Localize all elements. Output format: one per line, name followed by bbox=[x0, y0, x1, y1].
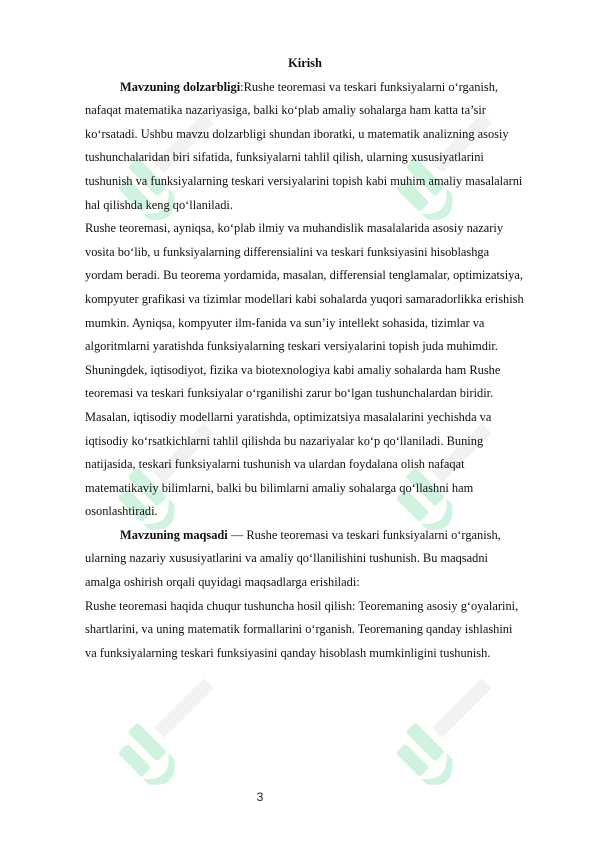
body-paragraph-2: Rushe teoremasi, ayniqsa, ko‘plab ilmiy va muhandislik masalalarida asosiy nazariy vosita bo‘lib, u funksiyalarning differensialini va teskari funksiyasini hisoblashga yordam beradi. Bu teorema yordamida, masalan, differensial tenglamalar, optimizatsiya, kompyuter grafikasi va tizimlar modellari kabi sohalarda yuqori samaradorlikka erishish mumkin. Ayniqsa, kompyuter ilm-fanida va sun’iy intellekt sohasida, tizimlar va algoritmlarni yaratishda funksiyalarning teskari versiyalarini topish juda muhimdir. bbox=[85, 221, 524, 354]
watermark-logo-icon bbox=[92, 650, 242, 800]
watermark-logo-icon bbox=[370, 650, 520, 800]
document-body bbox=[85, 52, 525, 665]
page-title: Kirish bbox=[288, 56, 322, 70]
goal-paragraph bbox=[85, 524, 525, 595]
page-number: 3 bbox=[256, 790, 264, 804]
goal-separator: — bbox=[227, 527, 247, 542]
relevance-paragraph bbox=[85, 76, 525, 218]
relevance-separator: : bbox=[240, 79, 244, 94]
goal-heading: Mavzuning maqsadi bbox=[120, 527, 228, 542]
body-paragraph-5: Rushe teoremasi haqida chuqur tushuncha hosil qilish: Teoremaning asosiy g‘oyalarini, shartlarini, va uning matematik formallarini o‘rganish. Teoremaning qanday ishlashini va funksiyalarning teskari funksiyasini qanday hisoblash mumkinligini tushunish. bbox=[85, 598, 519, 660]
relevance-text: Rushe teoremasi va teskari funksiyalarni o‘rganish, nafaqat matematika nazariyasiga, balki ko‘plab amaliy sohalarga ham katta ta’sir ko‘rsatadi. Ushbu mavzu dolzarbligi shundan iboratki, u matematik analizning asosiy tushunchalaridan biri sifatida, funksiyalarni tahlil qilish, ularning xususiyatlarini tushunish va funksiyalarning teskari versiyalarini topish kabi muhim amaliy masalalarni hal qilishda keng qo‘llaniladi. bbox=[85, 79, 523, 212]
goal-text: Rushe teoremasi va teskari funksiyalarni o‘rganish, ularning nazariy xususiyatlarini va amaliy qo‘llanilishini tushunish. Bu maqsadni amalga oshirish orqali quyidagi maqsadlarga erishiladi: bbox=[85, 527, 501, 590]
body-paragraph-3: Shuningdek, iqtisodiyot, fizika va biotexnologiya kabi amaliy sohalarda ham Rushe teoremasi va teskari funksiyalar o‘rganilishi zarur bo‘lgan tushunchalardan biridir. Masalan, iqtisodiy modellarni yaratishda, optimizatsiya masalalarini yechishda va iqtisodiy ko‘rsatkichlarni tahlil qilishda bu nazariyalar ko‘p qo‘llaniladi. Buning natijasida, teskari funksiyalarni tushunish va ulardan foydalana olish nafaqat matematikaviy bilimlarni, balki bu bilimlarni amaliy sohalarga qo‘llashni ham osonlashtiradi. bbox=[85, 362, 501, 519]
relevance-heading: Mavzuning dolzarbligi bbox=[120, 79, 241, 94]
